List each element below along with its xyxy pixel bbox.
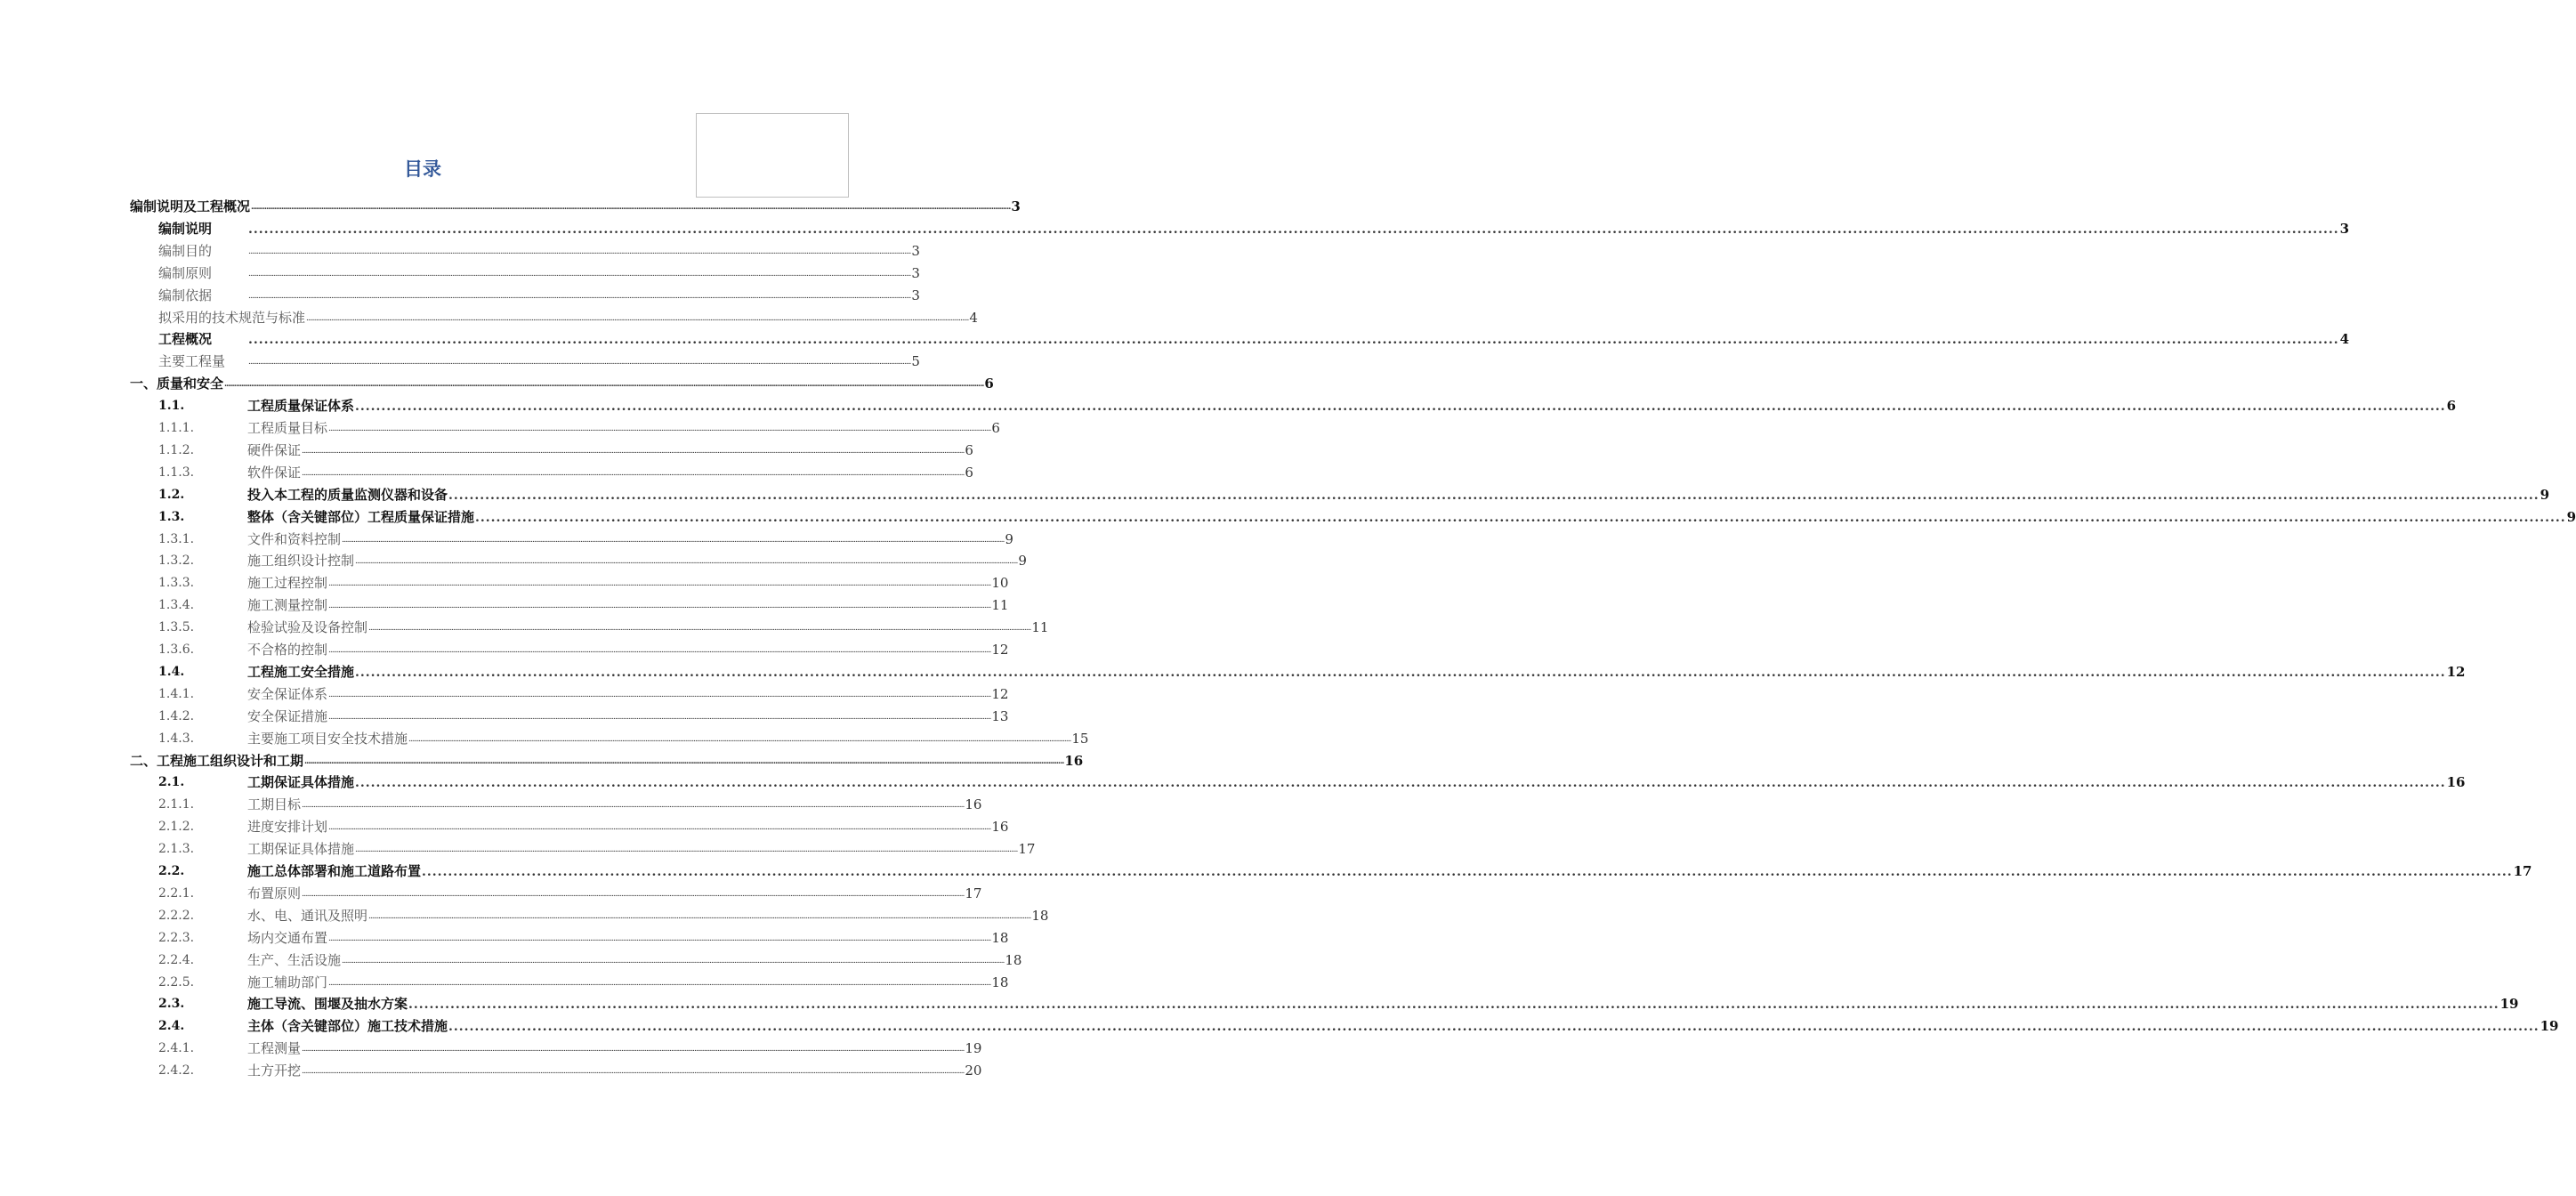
- toc-entry-page: 11: [991, 597, 1009, 613]
- toc-entry-page: 15: [1071, 731, 1089, 747]
- toc-entry-title: 安全保证措施: [247, 708, 328, 724]
- toc-entry-page: 16: [965, 796, 982, 812]
- toc-entry[interactable]: [158, 659, 2466, 680]
- dot-leader: ................................................................................................................................................................................................................................................................................................................................................................................................................: [248, 292, 911, 301]
- toc-entry-number: 2.4.: [158, 1019, 185, 1033]
- toc-entry-title: 工期保证具体措施: [247, 774, 355, 790]
- toc-entry[interactable]: [158, 1057, 982, 1079]
- toc-entry-number: 2.2.4.: [158, 953, 195, 967]
- toc-entry-page: 3: [1011, 198, 1021, 214]
- toc-entry[interactable]: [158, 326, 2350, 347]
- toc-entry-page: 17: [1018, 841, 1036, 857]
- toc-entry[interactable]: [158, 1013, 2559, 1034]
- toc-entry-page: 20: [965, 1063, 982, 1079]
- dot-leader: ................................................................................................................................................................................................................................................................................................................................................................................................................: [328, 823, 991, 832]
- toc-entry-number: 2.4.2.: [158, 1063, 195, 1078]
- dot-leader: ................................................................................................................................................................................................................................................................................................................................................................................................................: [251, 203, 1011, 212]
- dot-leader: ................................................................................................................................................................................................................................................................................................................................................................................................................: [475, 511, 2566, 525]
- toc-entry-title: 施工辅助部门: [247, 974, 328, 990]
- toc-entry[interactable]: [158, 769, 2466, 790]
- toc-entry[interactable]: [158, 238, 920, 259]
- toc-entry-title: 文件和资料控制: [247, 531, 342, 547]
- toc-entry-number: 1.1.3.: [158, 465, 195, 480]
- toc-entry[interactable]: [158, 902, 1049, 924]
- dot-leader: ................................................................................................................................................................................................................................................................................................................................................................................................................: [328, 934, 991, 943]
- toc-entry-number: 2.2.2.: [158, 909, 195, 923]
- toc-entry[interactable]: [158, 526, 1013, 547]
- dot-leader: ................................................................................................................................................................................................................................................................................................................................................................................................................: [448, 1020, 2540, 1034]
- toc-entry[interactable]: [158, 437, 973, 458]
- toc-entry-title: 检验试验及设备控制: [247, 619, 368, 635]
- toc-entry-page: 18: [1031, 908, 1049, 924]
- toc-entry-title: 投入本工程的质量监测仪器和设备: [247, 487, 448, 503]
- toc-entry-number: 1.3.6.: [158, 642, 195, 657]
- dot-leader: ................................................................................................................................................................................................................................................................................................................................................................................................................: [248, 358, 911, 367]
- toc-entry-number: 2.2.: [158, 864, 185, 878]
- dot-leader: ................................................................................................................................................................................................................................................................................................................................................................................................................: [302, 890, 965, 899]
- toc-entry-title: 工程质量目标: [247, 420, 328, 436]
- toc-entry-page: 19: [2540, 1018, 2559, 1034]
- toc-entry-page: 5: [911, 353, 920, 369]
- toc-entry-page: 9: [2540, 487, 2550, 503]
- toc-entry[interactable]: [130, 193, 1021, 214]
- toc-entry-title: 编制说明及工程概况: [130, 198, 251, 214]
- dot-leader: ................................................................................................................................................................................................................................................................................................................................................................................................................: [328, 602, 991, 610]
- toc-entry-title: 工程质量保证体系: [247, 398, 355, 414]
- toc-entry-number: 1.4.2.: [158, 709, 195, 723]
- toc-entry[interactable]: [158, 547, 1027, 569]
- toc-entry-number: 1.4.: [158, 665, 185, 679]
- toc-entry-title: 工期保证具体措施: [247, 841, 355, 857]
- toc-title: 目录: [404, 158, 441, 180]
- dot-leader: ................................................................................................................................................................................................................................................................................................................................................................................................................: [342, 957, 1005, 966]
- toc-entry[interactable]: [130, 370, 994, 392]
- toc-entry-page: 12: [2446, 664, 2466, 680]
- dot-leader: ................................................................................................................................................................................................................................................................................................................................................................................................................: [368, 912, 1031, 921]
- toc-entry-number: 2.1.: [158, 775, 185, 789]
- toc-entry-page: 16: [1064, 753, 1084, 769]
- dot-leader: ................................................................................................................................................................................................................................................................................................................................................................................................................: [328, 713, 991, 722]
- toc-entry-title: 施工测量控制: [247, 597, 328, 613]
- toc-entry-page: 18: [991, 974, 1009, 990]
- toc-entry[interactable]: [158, 880, 982, 901]
- toc-entry-title: 工程测量: [247, 1040, 302, 1056]
- toc-entry-number: 2.2.1.: [158, 886, 195, 901]
- toc-entry-title: 工期目标: [247, 796, 302, 812]
- toc-entry-page: 18: [1005, 952, 1022, 968]
- toc-entry-page: 6: [991, 420, 1000, 436]
- toc-entry-number: 1.3.5.: [158, 620, 195, 634]
- toc-entry-page: 3: [911, 243, 920, 259]
- toc-entry-page: 3: [911, 287, 920, 303]
- toc-entry-number: 2.3.: [158, 997, 185, 1011]
- dot-leader: ................................................................................................................................................................................................................................................................................................................................................................................................................: [304, 757, 1064, 766]
- dot-leader: ................................................................................................................................................................................................................................................................................................................................................................................................................: [328, 691, 991, 699]
- toc-entry-page: 19: [2499, 996, 2519, 1012]
- dot-leader: ................................................................................................................................................................................................................................................................................................................................................................................................................: [342, 536, 1005, 545]
- toc-entry[interactable]: [158, 348, 920, 369]
- toc-entry[interactable]: [158, 215, 2350, 237]
- dot-leader: ................................................................................................................................................................................................................................................................................................................................................................................................................: [328, 979, 991, 988]
- dot-leader: ................................................................................................................................................................................................................................................................................................................................................................................................................: [328, 579, 991, 588]
- toc-entry-number: 2.4.1.: [158, 1041, 195, 1055]
- toc-entry-number: 1.4.3.: [158, 731, 195, 746]
- dot-leader: ................................................................................................................................................................................................................................................................................................................................................................................................................: [408, 735, 1071, 744]
- dot-leader: ................................................................................................................................................................................................................................................................................................................................................................................................................: [224, 380, 984, 389]
- dot-leader: ................................................................................................................................................................................................................................................................................................................................................................................................................: [355, 845, 1018, 854]
- toc-entry-title: 施工过程控制: [247, 575, 328, 591]
- toc-entry[interactable]: [158, 282, 920, 303]
- toc-entry-page: 18: [991, 930, 1009, 946]
- toc-entry-number: 1.1.1.: [158, 421, 195, 435]
- toc-entry-number: 1.3.1.: [158, 532, 195, 546]
- toc-entry[interactable]: [158, 725, 1089, 747]
- toc-entry-page: 6: [965, 442, 973, 458]
- toc-entry-number: 1.3.: [158, 510, 185, 524]
- dot-leader: ................................................................................................................................................................................................................................................................................................................................................................................................................: [248, 247, 911, 256]
- toc-entry[interactable]: [158, 415, 1000, 436]
- toc-entry[interactable]: [158, 636, 1009, 658]
- toc-entry-title: 软件保证: [247, 465, 302, 481]
- toc-entry-page: 9: [1018, 553, 1027, 569]
- toc-entry-page: 6: [965, 465, 973, 481]
- toc-entry-title: 土方开挖: [247, 1063, 302, 1079]
- toc-entry-title: 生产、生活设施: [247, 952, 342, 968]
- toc-entry-page: 19: [965, 1040, 982, 1056]
- dot-leader: ................................................................................................................................................................................................................................................................................................................................................................................................................: [328, 424, 991, 433]
- toc-entry-number: 主要工程量: [158, 353, 226, 369]
- dot-leader: ................................................................................................................................................................................................................................................................................................................................................................................................................: [448, 489, 2540, 503]
- toc-entry[interactable]: [158, 813, 1009, 835]
- dot-leader: ................................................................................................................................................................................................................................................................................................................................................................................................................: [306, 314, 969, 323]
- toc-entry[interactable]: [158, 1035, 982, 1056]
- toc-entry-title: 水、电、通讯及照明: [247, 908, 368, 924]
- toc-entry[interactable]: [158, 791, 982, 812]
- toc-entry[interactable]: [158, 990, 2519, 1012]
- toc-entry[interactable]: [158, 570, 1009, 591]
- toc-entry[interactable]: [158, 592, 1009, 613]
- toc-entry-number: 编制目的: [158, 243, 213, 259]
- toc-entry-title: 不合格的控制: [247, 642, 328, 658]
- dot-leader: ................................................................................................................................................................................................................................................................................................................................................................................................................: [328, 646, 991, 655]
- toc-entry-number: 2.2.3.: [158, 931, 195, 945]
- toc-entry[interactable]: [158, 504, 2576, 525]
- dot-leader: ................................................................................................................................................................................................................................................................................................................................................................................................................: [355, 776, 2446, 790]
- toc-entry[interactable]: [158, 969, 1009, 990]
- toc-entry[interactable]: [158, 858, 2532, 879]
- toc-entry[interactable]: [130, 748, 1084, 769]
- toc-entry-title: 布置原则: [247, 885, 302, 901]
- toc-entry-page: 4: [2339, 331, 2350, 347]
- toc-entry[interactable]: [158, 703, 1009, 724]
- toc-entry-number: 1.4.1.: [158, 687, 195, 701]
- toc-entry-title: 场内交通布置: [247, 930, 328, 946]
- toc-entry[interactable]: [158, 681, 1009, 702]
- toc-entry-page: 6: [984, 376, 994, 392]
- dot-leader: ................................................................................................................................................................................................................................................................................................................................................................................................................: [248, 270, 911, 279]
- toc-entry[interactable]: [158, 459, 973, 481]
- toc-entry[interactable]: [158, 260, 920, 281]
- dot-leader: ................................................................................................................................................................................................................................................................................................................................................................................................................: [368, 624, 1031, 633]
- dot-leader: ................................................................................................................................................................................................................................................................................................................................................................................................................: [302, 801, 965, 810]
- toc-entry-number: 1.3.2.: [158, 554, 195, 568]
- toc-entry-number: 编制依据: [158, 287, 213, 303]
- toc-entry-number: 2.1.2.: [158, 820, 195, 834]
- toc-entry-number: 2.2.5.: [158, 975, 195, 990]
- toc-entry-number: 2.1.1.: [158, 797, 195, 812]
- dot-leader: ................................................................................................................................................................................................................................................................................................................................................................................................................: [248, 222, 2339, 237]
- toc-entry-title: 拟采用的技术规范与标准: [158, 310, 306, 326]
- toc-entry[interactable]: [158, 304, 978, 326]
- dot-leader: ................................................................................................................................................................................................................................................................................................................................................................................................................: [422, 865, 2513, 879]
- toc-entry[interactable]: [158, 947, 1022, 968]
- toc-entry-page: 16: [991, 819, 1009, 835]
- toc-entry-page: 6: [2446, 398, 2457, 414]
- toc-entry[interactable]: [158, 481, 2550, 503]
- toc-entry-page: 9: [2566, 509, 2576, 525]
- toc-entry-number: 编制原则: [158, 265, 213, 281]
- toc-entry-title: 主体（含关键部位）施工技术措施: [247, 1018, 448, 1034]
- toc-entry-page: 13: [991, 708, 1009, 724]
- toc-entry[interactable]: [158, 836, 1036, 857]
- toc-entry-page: 12: [991, 642, 1009, 658]
- toc-entry[interactable]: [158, 614, 1049, 635]
- toc-entry-title: 一、质量和安全: [130, 376, 224, 392]
- toc-entry-number: 1.3.4.: [158, 598, 195, 612]
- toc-entry-page: 9: [1005, 531, 1013, 547]
- toc-entry-title: 整体（含关键部位）工程质量保证措施: [247, 509, 475, 525]
- toc-entry-number: 1.1.2.: [158, 443, 195, 457]
- toc-entry-number: 1.2.: [158, 488, 185, 502]
- toc-entry-page: 11: [1031, 619, 1049, 635]
- toc-entry-title: 主要施工项目安全技术措施: [247, 731, 408, 747]
- toc-entry-page: 12: [991, 686, 1009, 702]
- toc-entry-number: 2.1.3.: [158, 842, 195, 856]
- toc-entry-page: 17: [965, 885, 982, 901]
- toc-entry-title: 二、工程施工组织设计和工期: [130, 753, 304, 769]
- toc-entry-page: 16: [2446, 774, 2466, 790]
- toc-entry[interactable]: [158, 925, 1009, 946]
- toc-entry-title: 进度安排计划: [247, 819, 328, 835]
- dot-leader: ................................................................................................................................................................................................................................................................................................................................................................................................................: [302, 447, 965, 456]
- toc-entry-page: 3: [2339, 221, 2350, 237]
- toc-entry-title: 安全保证体系: [247, 686, 328, 702]
- dot-leader: ................................................................................................................................................................................................................................................................................................................................................................................................................: [302, 1067, 965, 1076]
- dot-leader: ................................................................................................................................................................................................................................................................................................................................................................................................................: [408, 998, 2499, 1012]
- toc-entry-title: 施工总体部署和施工道路布置: [247, 863, 422, 879]
- toc-entry-title: 施工导流、围堰及抽水方案: [247, 996, 408, 1012]
- toc-entry-page: 10: [991, 575, 1009, 591]
- toc-entry-title: 硬件保证: [247, 442, 302, 458]
- toc-entry-title: 工程施工安全措施: [247, 664, 355, 680]
- toc-entry-number: 工程概况: [158, 331, 213, 347]
- toc-entry-number: 1.1.: [158, 399, 185, 413]
- toc-entry-number: 编制说明: [158, 221, 213, 237]
- dot-leader: ................................................................................................................................................................................................................................................................................................................................................................................................................: [248, 333, 2339, 347]
- dot-leader: ................................................................................................................................................................................................................................................................................................................................................................................................................: [355, 666, 2446, 680]
- dot-leader: ................................................................................................................................................................................................................................................................................................................................................................................................................: [302, 1045, 965, 1054]
- dot-leader: ................................................................................................................................................................................................................................................................................................................................................................................................................: [355, 400, 2446, 414]
- dot-leader: ................................................................................................................................................................................................................................................................................................................................................................................................................: [302, 469, 965, 478]
- toc-entry-page: 4: [969, 310, 978, 326]
- dot-leader: ................................................................................................................................................................................................................................................................................................................................................................................................................: [355, 557, 1018, 566]
- toc-entry-number: 1.3.3.: [158, 576, 195, 590]
- toc-entry-page: 17: [2513, 863, 2532, 879]
- toc-entry-page: 3: [911, 265, 920, 281]
- toc-entry[interactable]: [158, 392, 2457, 414]
- toc-entry-title: 施工组织设计控制: [247, 553, 355, 569]
